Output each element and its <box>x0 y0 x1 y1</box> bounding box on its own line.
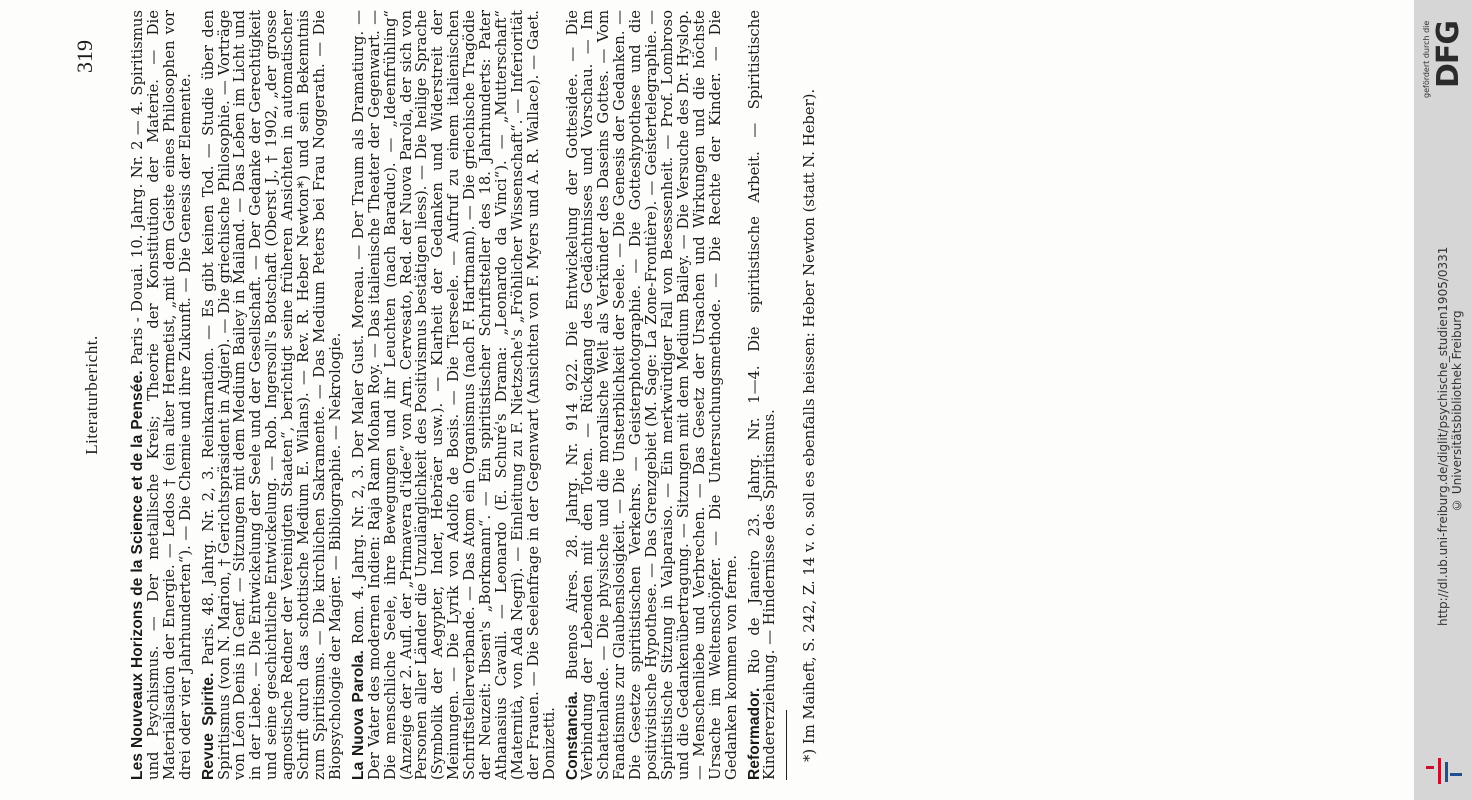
rotated-page-content <box>60 10 1290 780</box>
entry-text: Paris. 48. Jahrg. Nr. 2, 3. Reinkarnation. — Es gibt keinen Tod. — Studie über den Spiritismus (von N. Marion, † Gerichtspräsident in Algier). — Die griechische Philosophie. — Vorträge von Léon Denis in Genf. — Sitzungen mit dem Medium Bailey in Mailand. — Das Leben im Licht und in der Liebe. — Die Entwickelung der Seele und der Gesellschaft. — Der Gedanke der Gerechtigkeit und seine geschichtliche Entwickelung. — Rob. Ingersoll's Botschaft (Oberst J., † 1902, „der grosse agnostische Redner der Vereinigten Staaten“, berichtigt seine früheren Ansichten in automatischer Schrift durch das schottische Medium E. Wilans). — Rev. R. Heber Newton*) und sein Bekenntnis zum Spiritismus. — Die kirchlichen Sakramente. — Das Medium Peters bei Frau Noggerath. — Die Biopsychologie der Magier. — Bibliographie. — Nekrologie. <box>199 10 344 780</box>
permalink-url[interactable]: http://dl.ub.uni-freiburg.de/diglit/psychische_studien1905/0331 <box>1436 246 1450 626</box>
dfg-logo <box>1420 8 1466 100</box>
entry-title: Revue Spirite. <box>199 672 217 780</box>
viewer-sidebar <box>1414 0 1472 800</box>
ub-freiburg-logo-icon <box>1424 756 1464 786</box>
copyright-notice: © Universitätsbibliothek Freiburg <box>1450 310 1464 512</box>
footnote: *) Im Maiheft, S. 242, Z. 14 v. o. soll es ebenfalls heissen: Heber Newton (statt N. Heber). <box>801 88 819 762</box>
logo-bar-red-mid <box>1438 758 1441 784</box>
entry-title: Les Nouveaux Horizons de la Science et de la Pensée. <box>129 370 146 780</box>
entry-title: Reformador. <box>745 687 763 780</box>
entry-text: Rio de Janeiro 23. Jahrg. Nr. 1—4. Die spiritistische Arbeit. — Spiritistische Kindererziehung. — Hindernisse des Spiritismus. <box>745 10 779 780</box>
logo-bar-blue-bottom <box>1450 773 1462 776</box>
page-number: 319 <box>72 40 97 73</box>
funded-by-label: gefördert durch die <box>1422 20 1431 98</box>
dfg-wordmark: DFG <box>1431 20 1466 88</box>
entry-revue-spirite <box>201 10 344 780</box>
entry-title: La Nuova Parola. <box>349 650 367 780</box>
entry-text: Paris - Douai. 10. Jahrg. Nr. 2 — 4. Spiritismus und Psychismus. — Der metallische Kreis; Theorie der Konstitution der Materie. — Die Materialisation der Energie. — Ledos † (ein alter Hermetist, „mit dem Geiste eines Philosophen vor drei oder vier Jahrhunderten“). — Die Chemie und ihre Zukunft. — Die Genesis der Elemente. <box>129 9 194 780</box>
entry-la-nuova-parola <box>351 10 558 780</box>
entry-text: Buenos Aires. 28. Jahrg. Nr. 914 922. Die Entwickelung der Gottesidee. — Die Verbindung der Lebenden mit den Toten. — Rückgang des Gedächtnisses und Vorschau. — Im Schattenlande. — Die physische und die moralische Welt als Verkünder des Daseins Gottes. — Vom Fanatismus zur Glaubenslosigkeit. — Die Unsterblichkeit der Seele. — Die Genesis der Gedanken. — Die Gesetze spiritistischen Verkehrs. — Geisterphotographie. — Die Gotteshypothese und die positivistische Hypothese. — Das Grenzgebiet (M. Sage: La Zone-Frontière). — Geistertelegraphie. — Spiritistische Sitzung in Valparaiso. — Ein merkwürdiger Fall von Besessenheit. — Prof. Lombroso und die Gedankenübertragung. — Sitzungen mit dem Medium Bailey. — Die Versuche des Dr. Hyslop. — Menschenliebe und Verbrechen. — Das Gesetz der Ursachen und Wirkungen und die höchste Ursache im Weltenschöpfer. — Die Untersuchungsmethode. — Die Rechte der Kinder. — Die Gedanken kommen von ferne. <box>563 10 740 780</box>
entries-list <box>130 10 833 780</box>
entry-constancia <box>565 10 740 780</box>
logo-bar-red-left <box>1426 766 1434 769</box>
entry-les-nouveaux-horizons <box>130 10 194 780</box>
entry-text: Rom. 4. Jahrg. Nr. 2, 3. Der Maler Gust. Moreau. — Der Traum als Dramatiurg. — Der Vater des modernen Indien: Raja Ram Mohan Roy. — Das italienische Theater der Gegenwart. — Die menschliche Seele, ihre Bewegungen und ihr Leuchten (nach Baraduc). — „Ideenfrühling“ (Anzeige der 2. Aufl. der „Primavera d'idee“ von Arn. Cervesato, Red. der Nuova Parola, der sich von Personen aller Länder die Unzulänglichkeit des Positivismus bestätigen liess). — Die heilige Sprache (Symbolik der Aegypter, Inder, Hebräer usw.). — Klarheit der Gedanken und Widerstreit der Meinungen. — Die Lyrik von Adolfo de Bosis. — Die Tierseele. — Aufruf zu einem italienischen Schriftstellerverbande. — Das Atom ein Organismus (nach F. Hartmann). — Die griechische Tragödie der Neuzeit: Ibsen's „Borkmann“. — Ein spiritistischer Schriftsteller des 18. Jahrhunderts: Pater Athanasius Cavalli. — Leonardo (E. Schuré's Drama: „Leonardo da Vinci“). — „Mutterschaft“ (Maternità, von Ada Negri). — Einleitung zu F. Nietzsche's „Fröhlicher Wissenschaft“. — Inferiorität der Frauen. — Die Seelenfrage in der Gegenwart (Ansichten von F. Myers und A. R. Wallace). — Gaet. Donizetti. <box>349 10 558 780</box>
logo-bar-blue-right <box>1445 762 1448 782</box>
footnote-rule <box>786 710 787 780</box>
running-head: Literaturbericht. <box>82 335 101 455</box>
entry-title: Constancia. <box>563 691 581 780</box>
entry-reformador <box>747 10 779 780</box>
